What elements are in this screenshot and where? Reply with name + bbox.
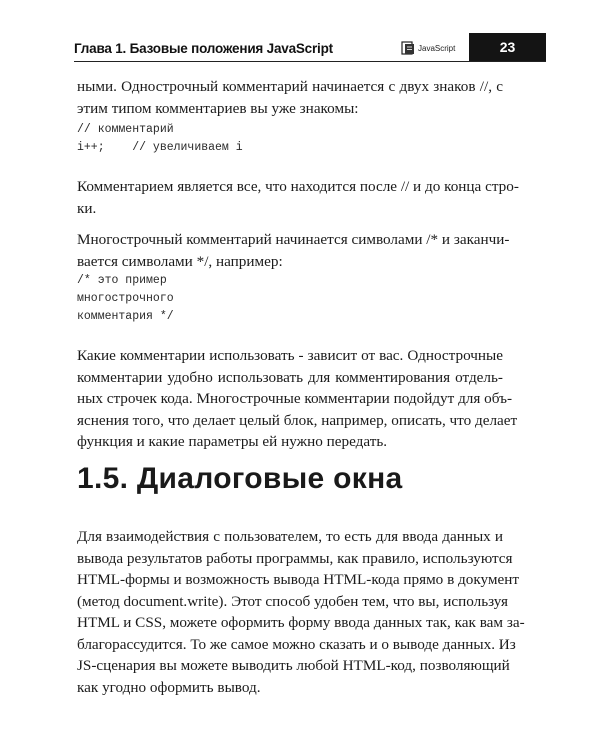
- code-line: комментария */: [77, 310, 174, 323]
- text-line: вывода результатов работы программы, как правило, используются: [77, 549, 513, 567]
- header-rule: [74, 61, 546, 62]
- text-line: вается символами */, например:: [77, 252, 283, 270]
- text-line: ными. Однострочный комментарий начинается с двух знаков //, с: [77, 78, 503, 95]
- text-line: функция и какие параметры ей нужно передать.: [77, 433, 388, 450]
- code-line: i++; // увеличиваем i: [77, 141, 243, 154]
- code-block-multi-line: [77, 272, 174, 326]
- text-line: как угодно оформить вывод.: [77, 678, 261, 696]
- text-line: благорассудится. То же самое можно сказать и о выводе данных. Из: [77, 635, 516, 653]
- code-line: // комментарий: [77, 123, 174, 136]
- text-line: ных строчек кода. Многострочные комментарии подойдут для объ-: [77, 390, 513, 407]
- text-line: HTML-формы и возможность вывода HTML-кода прямо в документ: [77, 571, 520, 588]
- code-line: многострочного: [77, 292, 174, 305]
- text-line: Комментарием является все, что находится после // и до конца стро-: [77, 178, 519, 195]
- page-header: [74, 36, 546, 60]
- text-line: Для взаимодействия с пользователем, то есть для ввода данных и: [77, 528, 503, 545]
- text-line: HTML и CSS, можете оформить форму ввода данных так, как вам за-: [77, 614, 525, 631]
- text-line: Какие комментарии использовать - зависит от вас. Однострочные: [77, 347, 503, 364]
- text-line: яснения того, что делает целый блок, например, описать, что делает: [77, 411, 518, 429]
- section-heading: 1.5. Диалоговые окна: [77, 462, 403, 495]
- paragraph-dialogs-intro: [77, 526, 525, 698]
- chapter-title: Глава 1. Базовые положения JavaScript: [74, 40, 333, 56]
- text-line: комментарии удобно использовать для комментирования отдель-: [77, 368, 503, 386]
- text-line: JS-сценария вы можете выводить любой HTML-код, позволяющий: [77, 657, 510, 674]
- code-line: /* это пример: [77, 274, 167, 287]
- paragraph-multi-line-intro: [77, 229, 510, 272]
- text-line: ки.: [77, 199, 97, 217]
- code-block-single-line: [77, 121, 243, 157]
- text-line: Многострочный комментарий начинается символами /* и заканчи-: [77, 231, 510, 248]
- paragraph-single-line-intro: [77, 76, 503, 119]
- paragraph-comment-usage: [77, 345, 518, 453]
- page-number: 23: [499, 39, 516, 55]
- text-line: этим типом комментариев вы уже знакомы:: [77, 99, 359, 117]
- document-icon: [401, 41, 415, 55]
- paragraph-comment-definition: [77, 176, 519, 219]
- badge-label: JavaScript: [418, 43, 456, 53]
- javascript-badge: [401, 39, 455, 57]
- page-number-box: [469, 33, 546, 61]
- text-line: (метод document.write). Этот способ удобен тем, что вы, используя: [77, 592, 509, 610]
